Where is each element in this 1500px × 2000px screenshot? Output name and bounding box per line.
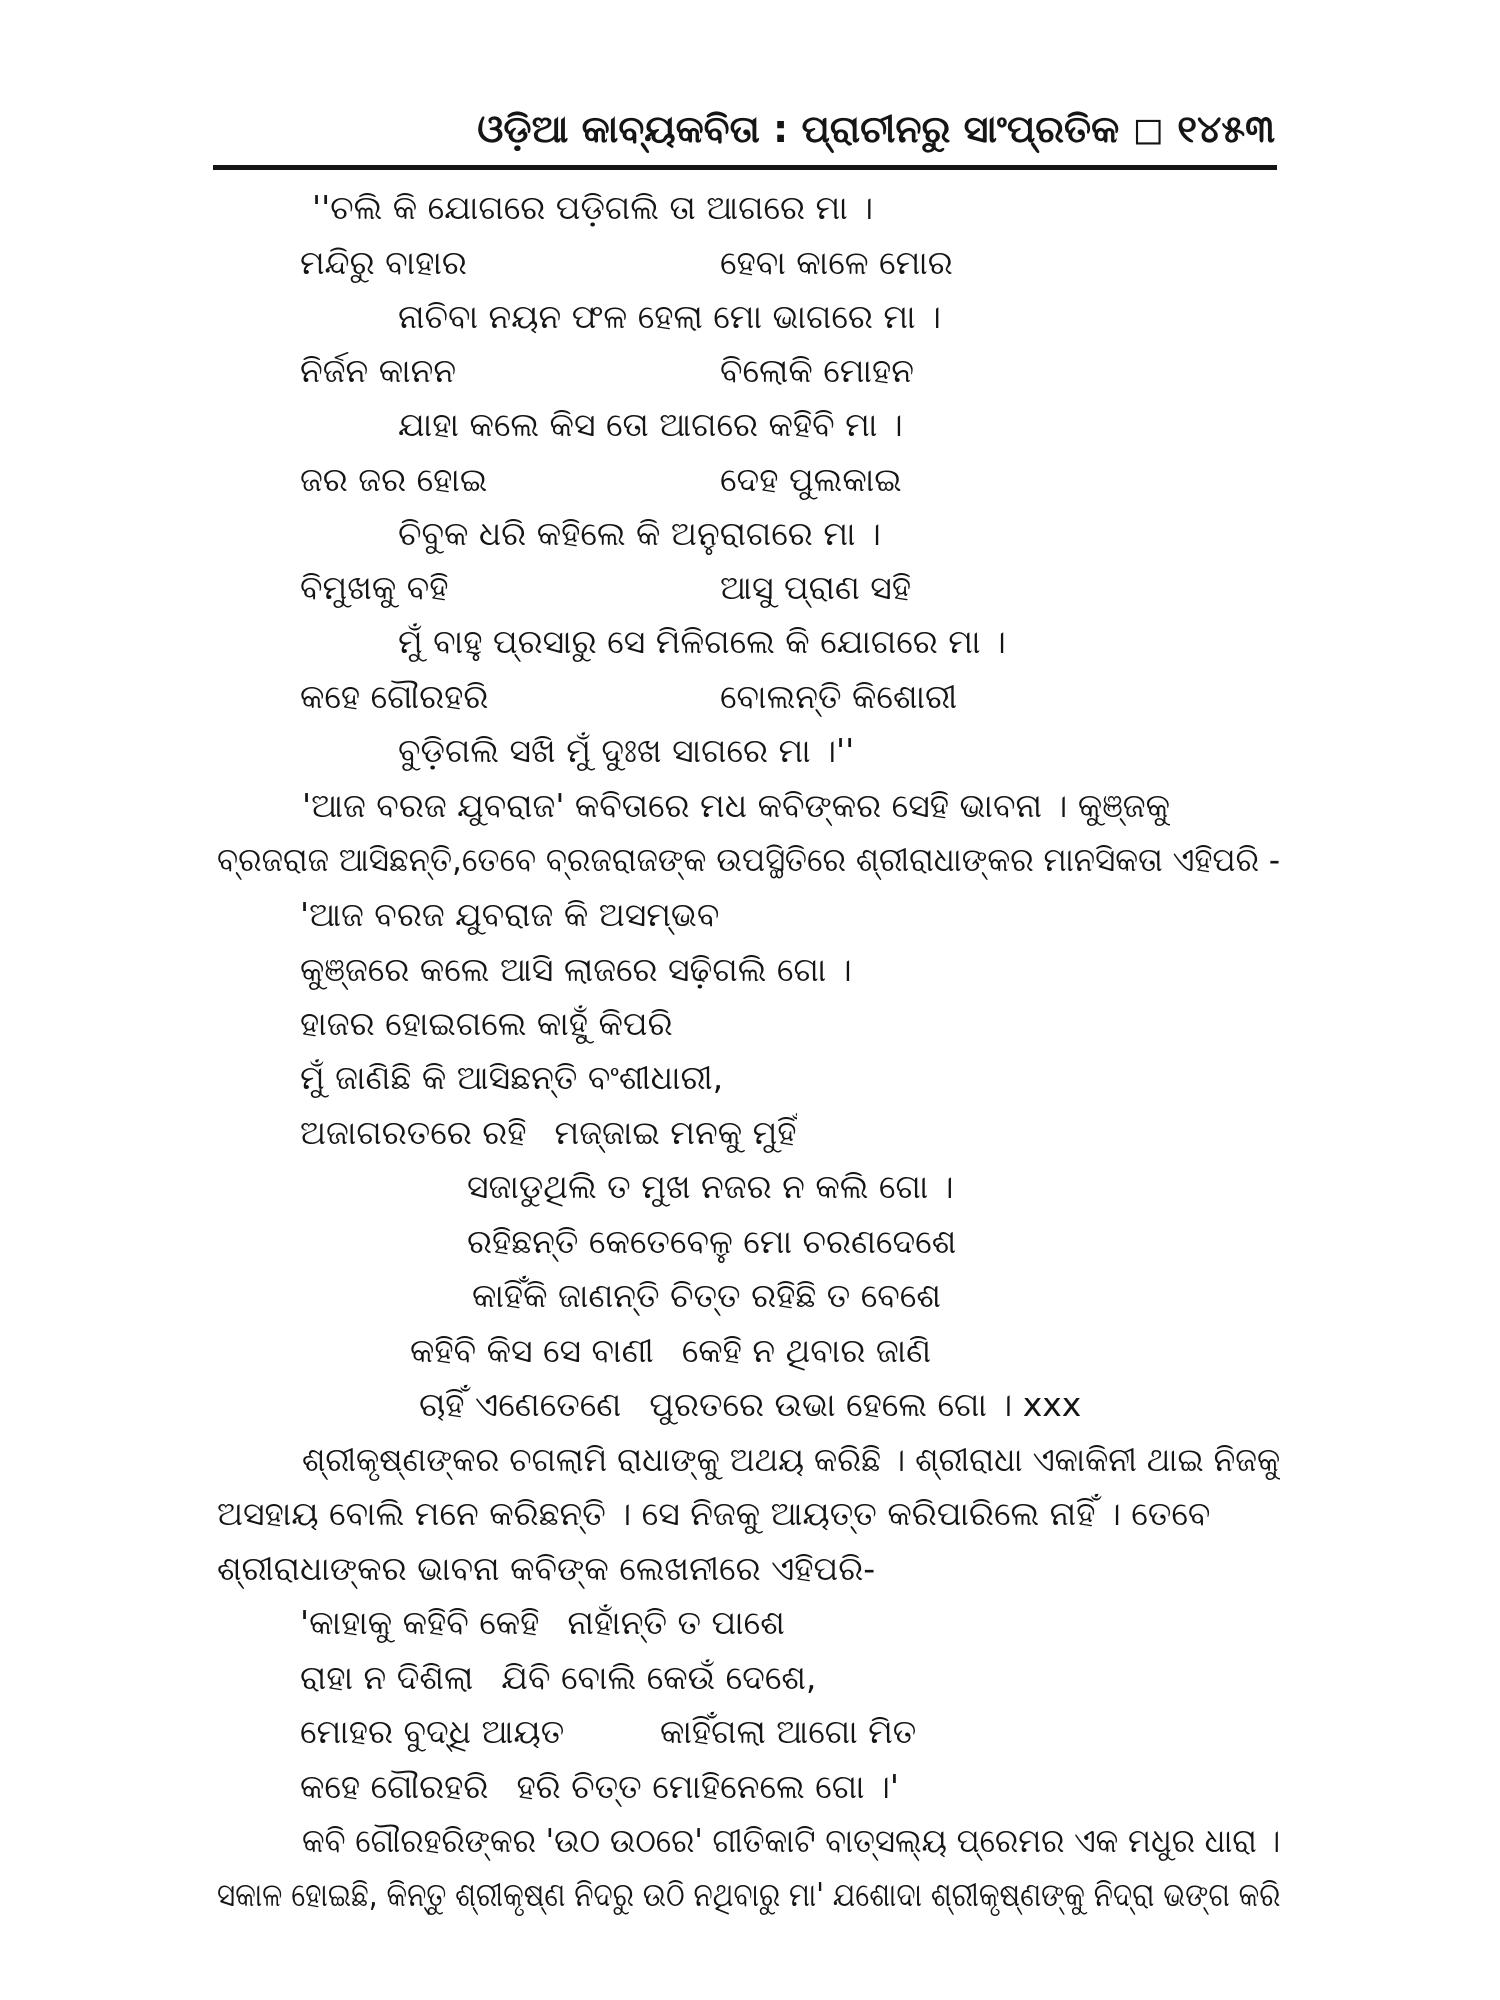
para3-line-2: ସକାଳ ହୋଇଛି, କିନ୍ତୁ ଶ୍ରୀକୃଷ୍ଣ ନିଦରୁ ଉଠି ନଥିବାରୁ ମା' ଯଶୋଦା ଶ୍ରୀକୃଷ୍ଣଙ୍କୁ ନିଦ୍ରା ଭଙ୍ଗ କରି — [217, 1875, 1281, 1914]
poem3-line-2-right: ଯିବି ବୋଲି କେଉଁ ଦେଶେ, — [501, 1658, 817, 1697]
poem1-line-2-right: ହେବା କାଳେ ମୋର — [720, 243, 953, 282]
poem2-line-9 — [410, 1323, 931, 1379]
poem2-line-3: ହାଜର ହୋଇଗଲେ କାହୁଁ କିପରି — [300, 1004, 673, 1043]
poem3-line-1 — [300, 1595, 785, 1651]
para1-line-1: 'ଆଜ ବରଜ ଯୁବରାଜ' କବିତାରେ ମଧ କବିଙ୍କର ସେହି ଭାବନା । କୁଞ୍ଜକୁ — [302, 786, 1170, 825]
poem1-line-11: ବୁଡ଼ିଗଲି ସଖି ମୁଁ ଦୁଃଖ ସାଗରେ ମା ।'' — [398, 731, 855, 770]
poem2-line-9-right: କେହି ନ ଥିବାର ଜାଣି — [681, 1331, 932, 1370]
poem2-line-4: ମୁଁ ଜାଣିଛି କି ଆସିଛନ୍ତି ବଂଶୀଧାରୀ, — [300, 1058, 724, 1097]
poem3-line-2 — [300, 1650, 816, 1706]
poem3-line-1-right: ନାହାଁନ୍ତି ତ ପାଶେ — [567, 1603, 785, 1642]
poem1-line-5: ଯାହା କଲେ କିସ ତୋ ଆଗରେ କହିବି ମା । — [398, 405, 903, 444]
poem3-line-4-right: ହରି ଚିତ୍ତ ମୋହିନେଲେ ଗୋ ।' — [516, 1767, 899, 1806]
poem1-line-10-left: କହେ ଗୌରହରି — [300, 677, 489, 716]
poem2-line-8: କାହିଁକି ଜାଣନ୍ତି ଚିତ୍ତ ରହିଛି ତ ବେଶେ — [472, 1276, 941, 1315]
poem2-line-6: ସଜାଡୁଥିଲି ତ ମୁଖ ନଜର ନ କଲି ଗୋ । — [467, 1167, 954, 1206]
poem2-line-1: 'ଆଜ ବରଜ ଯୁବରାଜ କି ଅସମ୍ଭବ — [300, 895, 720, 934]
poem3-line-1-left: 'କାହାକୁ କହିବି କେହି — [300, 1603, 540, 1642]
poem3-line-3 — [300, 1704, 1200, 1760]
poem2-line-10 — [419, 1377, 1081, 1433]
poem3-line-2-left: ରାହା ନ ଦିଶିଲା — [300, 1658, 474, 1697]
poem2-line-7: ରହିଛନ୍ତି କେତେବେଳୁ ମୋ ଚରଣଦେଶେ — [467, 1222, 957, 1261]
poem2-line-5 — [300, 1105, 797, 1161]
para2-line-1: ଶ୍ରୀକୃଷ୍ଣଙ୍କର ଚଗଲାମି ରାଧାଙ୍କୁ ଅଥୟ କରିଛି । ଶ୍ରୀରାଧା ଏକାକିନୀ ଥାଇ ନିଜକୁ — [302, 1440, 1281, 1479]
poem3-line-4-left: କହେ ଗୌରହରି — [300, 1767, 489, 1806]
poem1-line-6-left: ଜର ଜର ହୋଇ — [300, 460, 488, 499]
poem2-line-2: କୁଞ୍ଜରେ କଲେ ଆସି ଲାଜରେ ସଢ଼ିଗଲି ଗୋ । — [300, 950, 852, 989]
para3-line-1: କବି ଗୌରହରିଙ୍କର 'ଉଠ ଉଠରେ' ଗୀତିକାଟି ବାତ୍ସଲ୍ୟ ପ୍ରେମର ଏକ ମଧୁର ଧାରା । — [302, 1821, 1281, 1860]
poem1-line-10-right: ବୋଲନ୍ତି କିଶୋରୀ — [720, 677, 958, 716]
poem1-line-8-right: ଆସୁ ପ୍ରାଣ ସହି — [720, 568, 912, 607]
poem1-line-3: ନାଚିବା ନୟନ ଫଳ ହେଲା ମୋ ଭାଗରେ ମା । — [398, 297, 941, 336]
poem3-line-3-left: ମୋହର ବୁଦ୍ଧି ଆୟତ — [300, 1712, 565, 1751]
poem1-line-8-left: ବିମୁଖକୁ ବହି — [300, 568, 449, 607]
poem1-line-4 — [300, 343, 1200, 399]
poem1-line-6 — [300, 452, 1200, 508]
poem2-line-9-left: କହିବି କିସ ସେ ବାଣୀ — [410, 1331, 654, 1370]
poem2-line-5-right: ମଜ୍ଜାଇ ମନକୁ ମୁହିଁ — [554, 1113, 797, 1152]
running-header-title: ଓଡ଼ିଆ କାବ୍ୟକବିତା : ପ୍ରାଚୀନରୁ ସାଂପ୍ରତିକ — [477, 107, 1120, 151]
poem3-line-3-right: କାହିଁଗଲା ଆଗୋ ମିତ — [660, 1712, 917, 1751]
poem1-line-2 — [300, 235, 1200, 291]
poem1-line-9: ମୁଁ ବାହୁ ପ୍ରସାରୁ ସେ ମିଳିଗଲେ କି ଯୋଗରେ ମା । — [398, 622, 1006, 661]
poem1-line-8 — [300, 560, 1200, 616]
poem3-line-4 — [300, 1759, 899, 1815]
running-header — [215, 100, 1275, 158]
poem2-line-10-left: ଚାହିଁ ଏଣେତେଣେ — [419, 1385, 622, 1424]
poem1-line-10 — [300, 669, 1200, 725]
poem1-line-6-right: ଦେହ ପୁଲକାଇ — [720, 460, 902, 499]
poem2-line-5-left: ଅଜାଗରତରେ ରହି — [300, 1113, 527, 1152]
poem2-line-10-right: ପୁରତରେ ଉଭା ହେଲେ ଗୋ । xxx — [649, 1385, 1082, 1424]
para2-line-3: ଶ୍ରୀରାଧାଙ୍କର ଭାବନା କବିଙ୍କ ଲେଖନୀରେ ଏହିପରି- — [217, 1549, 876, 1588]
poem1-line-4-left: ନିର୍ଜନ କାନନ — [300, 351, 457, 390]
poem1-line-1: ''ଚଲି କି ଯୋଗରେ ପଡ଼ିଗଲି ତା ଆଗରେ ମା । — [312, 188, 874, 227]
page-number: ୧୪୫୩ — [1177, 107, 1275, 151]
header-rule — [213, 165, 1277, 170]
poem1-line-7: ଚିବୁକ ଧରି କହିଲେ କି ଅନୁରାଗରେ ମା । — [398, 514, 881, 553]
para1-line-2: ବ୍ରଜରାଜ ଆସିଛନ୍ତି,ତେବେ ବ୍ରଜରାଜଙ୍କ ଉପସ୍ଥିତିରେ ଶ୍ରୀରାଧାଙ୍କର ମାନସିକତା ଏହିପରି - — [217, 840, 1281, 879]
para2-line-2: ଅସହାୟ ବୋଲି ମନେ କରିଛନ୍ତି । ସେ ନିଜକୁ ଆୟତ୍ତ କରିପାରିଲେ ନାହିଁ । ତେବେ — [217, 1494, 1211, 1533]
header-separator-icon: ◻ — [1132, 107, 1165, 151]
poem1-line-2-left: ମନ୍ଦିରୁ ବାହାର — [300, 243, 467, 282]
poem1-line-4-right: ବିଲୋକି ମୋହନ — [720, 351, 914, 390]
